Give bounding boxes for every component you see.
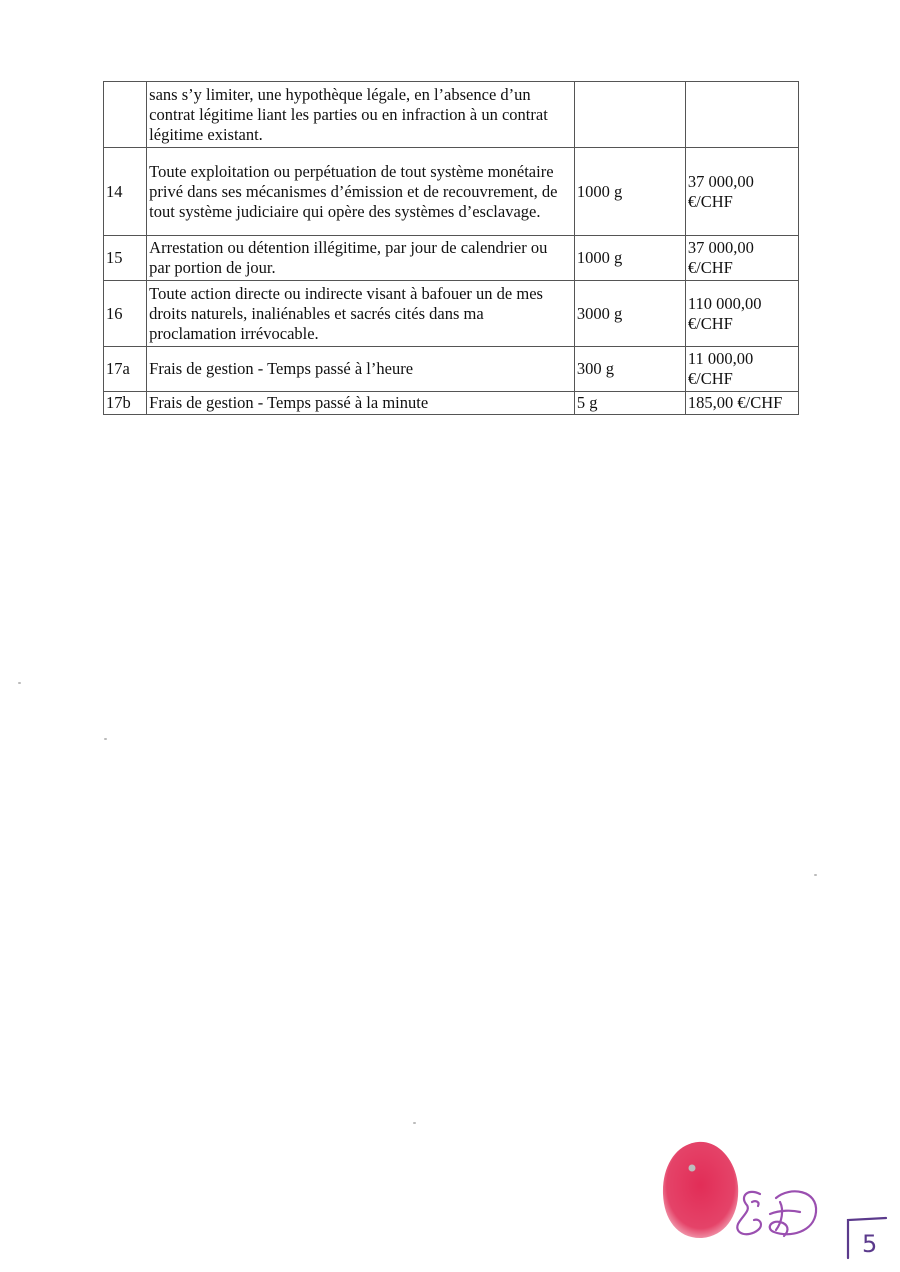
row-number: 17a	[104, 347, 147, 392]
table-row	[104, 148, 799, 236]
row-number: 17b	[104, 392, 147, 415]
scan-speck	[814, 874, 817, 876]
row-description: sans s’y limiter, une hypothèque légale, en l’absence d’un contrat légitime liant les parties ou en infraction à un contrat légitime existant.	[147, 82, 575, 148]
row-amount: 37 000,00 €/CHF	[685, 236, 798, 281]
row-weight: 1000 g	[574, 236, 685, 281]
table-row	[104, 392, 799, 415]
row-amount: 185,00 €/CHF	[685, 392, 798, 415]
row-description: Frais de gestion - Temps passé à l’heure	[147, 347, 575, 392]
fee-table	[103, 81, 799, 415]
table-row	[104, 281, 799, 347]
row-description: Toute exploitation ou perpétuation de tout système monétaire privé dans ses mécanismes d’émission et de recouvrement, de tout système judiciaire qui opère des systèmes d’esclavage.	[147, 148, 575, 236]
table-row	[104, 347, 799, 392]
table-row	[104, 236, 799, 281]
row-amount: 110 000,00 €/CHF	[685, 281, 798, 347]
row-amount: 37 000,00 €/CHF	[685, 148, 798, 236]
scan-speck	[413, 1122, 416, 1124]
row-weight: 5 g	[574, 392, 685, 415]
scan-speck	[18, 682, 21, 684]
row-description: Arrestation ou détention illégitime, par jour de calendrier ou par portion de jour.	[147, 236, 575, 281]
row-number: 14	[104, 148, 147, 236]
row-description: Toute action directe ou indirecte visant à bafouer un de mes droits naturels, inaliénables et sacrés cités dans ma proclamation irrévocable.	[147, 281, 575, 347]
row-weight: 3000 g	[574, 281, 685, 347]
thumbprint-stamp	[660, 1138, 740, 1240]
row-description: Frais de gestion - Temps passé à la minute	[147, 392, 575, 415]
page-number-mark	[842, 1212, 892, 1262]
row-number	[104, 82, 147, 148]
signature	[730, 1180, 830, 1240]
table-row	[104, 82, 799, 148]
row-amount	[685, 82, 798, 148]
page-number: 5	[862, 1230, 878, 1258]
scan-speck	[104, 738, 107, 740]
row-number: 16	[104, 281, 147, 347]
row-weight: 300 g	[574, 347, 685, 392]
row-weight	[574, 82, 685, 148]
row-amount: 11 000,00 €/CHF	[685, 347, 798, 392]
row-number: 15	[104, 236, 147, 281]
row-weight: 1000 g	[574, 148, 685, 236]
